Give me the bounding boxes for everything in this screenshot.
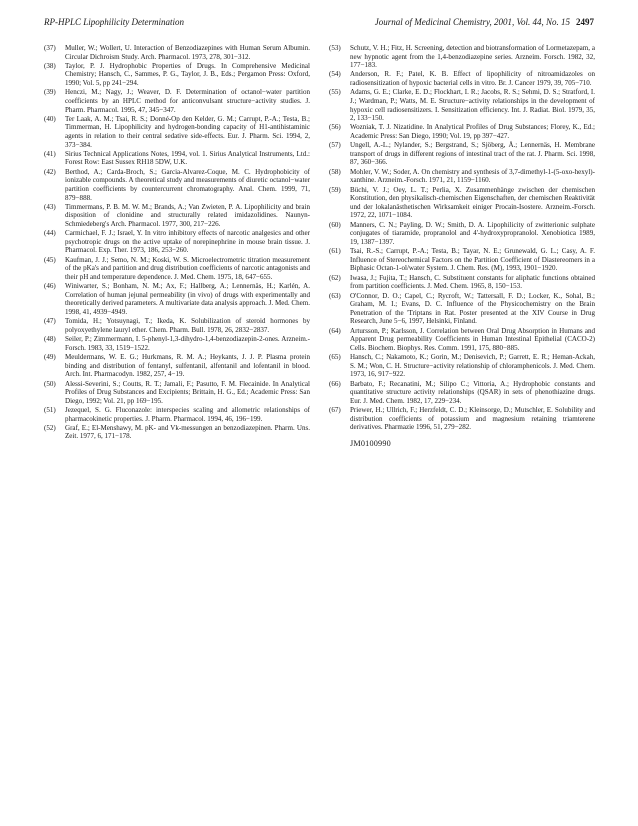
reference-item bbox=[44, 335, 310, 352]
reference-number: (38) bbox=[44, 61, 56, 70]
reference-number: (45) bbox=[44, 255, 56, 264]
reference-item bbox=[329, 292, 595, 326]
reference-item bbox=[329, 88, 595, 122]
reference-text: Alessi-Severini, S.; Coutts, R. T.; Jamali, F.; Pasutto, F. M. Flecainide. In Analytical Profiles of Drug Substances and Excipients; Brittain, H. G., Ed.; Academic Press: San Diego, 1992; Vol. 21, pp 169−195. bbox=[65, 379, 310, 405]
reference-text: Schutz, V. H.; Fitz, H. Screening, detection and biotransformation of Lormetazepam, a new hypnotic agent from the 1,4-benzodiazepine series. Arzneim. Forsch. 1982, 32, 177−183. bbox=[350, 44, 595, 70]
reference-text: Graf, E.; El-Menshawy, M. pK- and Vk-messungen an benzodiazepinen. Pharm. Uns. Zeit. 1977, 6, 171−178. bbox=[65, 423, 310, 441]
references-column-left bbox=[44, 44, 310, 442]
reference-item bbox=[329, 44, 595, 70]
reference-text: Meuldermans, W. E. G.; Hurkmans, R. M. A.; Heykants, J. J. P. Plasma protein binding and distribution of fentanyl, sulfentanil, alfentanil and lofentanil in blood. Arch. Int. Pharmacodyn. 1982, 257, 4−19. bbox=[65, 353, 310, 379]
reference-number: (42) bbox=[44, 167, 56, 176]
reference-text: Muller, W.; Wollert, U. Interaction of Benzodiazepines with Human Serum Albumin. Circular Dichroism Study. Arch. Pharmacol. 1973, 278, 301−312. bbox=[65, 44, 310, 61]
reference-number: (60) bbox=[329, 220, 341, 229]
reference-item bbox=[329, 186, 595, 220]
reference-item bbox=[44, 380, 310, 406]
reference-number: (48) bbox=[44, 335, 56, 344]
reference-number: (49) bbox=[44, 353, 56, 362]
reference-text: Ungell, A.-L.; Nylander, S.; Bergstrand, S.; Sjöberg, Å.; Lennernäs, H. Membrane transport of drugs in different regions of intestinal tract of the rat. J. Pharm. Sci. 1998, 87, 360−366. bbox=[350, 141, 595, 167]
reference-text: Hansch, C.; Nakamoto, K.; Gorin, M.; Denisevich, P.; Garrett, E. R.; Heman-Ackah, S. M.; Won, C. H. Structure−activity relationship of chloramphenicols. J. Med. Chem. 1973, 16, 917−922. bbox=[350, 353, 595, 379]
reference-item bbox=[44, 44, 310, 61]
reference-item bbox=[44, 150, 310, 167]
reference-text: O'Connor, D. O.; Capel, C.; Rycroft, W.; Tattersall, F. D.; Locker, K., Sohal, B.; Graham, M. I.; Evans, D. C. Influence of the Physicochemistry on the Brain Penetration of the 'Triptans in Rat. Poster presented at the XIV Course in Drug Research, June 5−6, 1997, Helsinki, Finland. bbox=[350, 291, 595, 326]
reference-number: (59) bbox=[329, 185, 341, 194]
reference-text: Tsai, R.-S.; Carrupt, P.-A.; Testa, B.; Tayar, N. E.; Grunewald, G. L.; Casy, A. F. Influence of Stereochemical Factors on the Partition Coefficient of Diastereomers in a Biphasic Octan-1-ol/water System. J. Chem. Res. (M), 1993, 1901−1920. bbox=[350, 247, 595, 273]
reference-number: (58) bbox=[329, 167, 341, 176]
reference-item bbox=[329, 168, 595, 185]
running-header bbox=[44, 17, 594, 29]
reference-number: (57) bbox=[329, 141, 341, 150]
reference-text: Sirius Technical Applications Notes, 1994, vol. 1. Sirius Analytical Instruments, Ltd.: Forest Row: East Sussex RH18 5DW, U.K. bbox=[65, 149, 310, 167]
reference-number: (47) bbox=[44, 317, 56, 326]
reference-item bbox=[44, 317, 310, 334]
reference-number: (64) bbox=[329, 326, 341, 335]
reference-item bbox=[329, 274, 595, 291]
reference-item bbox=[44, 115, 310, 149]
reference-text: Iwasa, J.; Fujita, T.; Hansch, C. Substituent constants for aliphatic functions obtained from partition coefficients. J. Med. Chem. 1965, 8, 150−153. bbox=[350, 273, 595, 291]
reference-item bbox=[329, 141, 595, 167]
reference-number: (67) bbox=[329, 405, 341, 414]
reference-text: Adams, G. E.; Clarke, E. D.; Flockhart, I. R.; Jacobs, R. S.; Sehmi, D. S.; Stratford, I. J.; Wardman, P.; Watts, M. E. Structure−activity relationships in the development of hypoxic cell radiosensitizers. I. Sensitization efficiency. Int. J. Radiat. Biol. 1979, 35, 2, 133−150. bbox=[350, 88, 595, 123]
page-number: 2497 bbox=[576, 17, 594, 27]
reference-number: (43) bbox=[44, 202, 56, 211]
references-column-right bbox=[329, 44, 595, 448]
reference-number: (44) bbox=[44, 229, 56, 238]
reference-number: (51) bbox=[44, 405, 56, 414]
reference-item bbox=[329, 221, 595, 247]
header-journal-info bbox=[375, 17, 594, 27]
reference-list-left bbox=[44, 44, 310, 441]
reference-item bbox=[44, 229, 310, 255]
reference-item bbox=[329, 327, 595, 353]
reference-item bbox=[329, 70, 595, 87]
reference-text: Carmichael, F. J.; Israel, Y. In vitro inhibitory effects of narcotic analgesics and other psychotropic drugs on the active uptake of norepinephrine in mouse brain tissue. J. Pharmacol. Exp. Ther. 1973, 186, 253−260. bbox=[65, 229, 310, 255]
reference-text: Manners, C. N.; Payling, D. W.; Smith, D. A. Lipophilicity of zwitterionic sulphate conjugates of tiaramide, propranolol and 4'-hydroxypropranolol. Xenobiotica 1989, 19, 1387−1397. bbox=[350, 220, 595, 246]
reference-number: (37) bbox=[44, 44, 56, 52]
reference-number: (46) bbox=[44, 282, 56, 291]
reference-item bbox=[44, 203, 310, 229]
reference-item bbox=[329, 380, 595, 406]
reference-item bbox=[44, 282, 310, 316]
reference-text: Priewer, H.; Ullrich, F.; Herzfeldt, C. D.; Kleinsorge, D.; Mutschler, E. Solubility and distribution coefficients of potassium and magnesium retaining triamterene derivatives. Pharmazie 1996, 51, 279−282. bbox=[350, 405, 595, 432]
reference-item bbox=[44, 406, 310, 423]
manuscript-code: JM0100990 bbox=[350, 438, 391, 448]
reference-number: (53) bbox=[329, 44, 341, 52]
reference-number: (63) bbox=[329, 291, 341, 300]
reference-number: (66) bbox=[329, 379, 341, 388]
reference-item bbox=[329, 406, 595, 432]
reference-number: (41) bbox=[44, 149, 56, 158]
reference-text: Wozniak, T. J. Nizatidine. In Analytical Profiles of Drug Substances; Florey, K., Ed.; Academic Press: San Diego, 1990; Vol. 19, pp 397−427. bbox=[350, 123, 595, 140]
reference-text: Taylor, P. J. Hydrophobic Properties of Drugs. In Comprehensive Medicinal Chemistry; Hansch, C., Sammes, P. G., Taylor, J. B., Eds.; Pergamon Press: Oxford, 1990; Vol. 5, pp 241−294. bbox=[65, 61, 310, 88]
reference-number: (39) bbox=[44, 88, 56, 97]
reference-item bbox=[44, 62, 310, 88]
reference-text: Anderson, R. F.; Patel, K. B. Effect of lipophilicity of nitroamidazoles on radiosensitization of hypoxic bacterial cells in vitro. Br. J. Cancer 1979, 39, 705−710. bbox=[350, 70, 595, 88]
reference-list-right bbox=[329, 44, 595, 432]
reference-number: (65) bbox=[329, 353, 341, 362]
reference-item bbox=[329, 353, 595, 379]
header-journal-citation: Journal of Medicinal Chemistry, 2001, Vol. 44, No. 15 bbox=[374, 17, 570, 27]
reference-number: (52) bbox=[44, 423, 56, 432]
reference-text: Büchi, V. J.; Oey, L. T.; Perlia, X. Zusammenhänge zwischen der chemischen Konstitution, den physikalisch-chemischen Eigenschaften, der chemischen Reaktivität und der lokalanästhetischen Wirksamkeit einiger Procain-Isostere. Arzneim.-Forsch. 1972, 22, 1071−1084. bbox=[350, 185, 595, 220]
reference-text: Timmermans, P. B. M. W. M.; Brands, A.; Van Zwieten, P. A. Lipophilicity and brain disposition of clonidine and structurally related imidazolidines. Naunyn-Schmiedeberg's Arch. Pharmacol. 1977, 300, 217−226. bbox=[65, 202, 310, 228]
reference-number: (56) bbox=[329, 123, 341, 132]
reference-text: Winiwarter, S.; Bonham, N. M.; Ax, F.; Hallberg, A.; Lennernäs, H.; Karlén, A. Correlation of human jejunal permeability (in vivo) of drugs with experimentally and theoretically derived parameters. A multivariate data analysis approach. J. Med. Chem. 1998, 41, 4939−4949. bbox=[65, 282, 310, 316]
reference-item bbox=[44, 353, 310, 379]
reference-number: (54) bbox=[329, 70, 341, 79]
reference-number: (40) bbox=[44, 114, 56, 123]
reference-text: Mohler, V. W.; Soder, A. On chemistry and synthesis of 3,7-dimethyl-1-(5-oxo-hexyl)-xanthine. Arzneim.-Forsch. 1971, 21, 1159−1160. bbox=[350, 167, 595, 185]
reference-item bbox=[44, 424, 310, 441]
reference-text: Berthod, A.; Carda-Broch, S.; Garcia-Alvarez-Coque, M. C. Hydrophobicity of ionizable compounds. A theoretical study and measurements of diuretic octanol−water partition coefficients by countercurrent chromatography. Anal. Chem. 1999, 71, 879−888. bbox=[65, 167, 310, 202]
reference-text: Seiler, P.; Zimmermann, I. 5-phenyl-1,3-dihydro-1,4-benzodiazepin-2-ones. Arzneim.-Forsch. 1983, 33, 1519−1522. bbox=[65, 335, 310, 352]
reference-text: Kaufman, J. J.; Semo, N. M.; Koski, W. S. Microelectrometric titration measurement of the pKa's and partition and drug distribution coefficients of narcotic antagonists and their pH and temperature dependence. J. Med. Chem. 1975, 18, 647−655. bbox=[65, 255, 310, 281]
reference-text: Henczi, M.; Nagy, J.; Weaver, D. F. Determination of octanol−water partition coefficients by an HPLC method for anticonvulsant structure−activity studies. J. Pharm. Pharmacol. 1995, 47, 345−347. bbox=[65, 88, 310, 114]
reference-item bbox=[44, 88, 310, 114]
reference-number: (55) bbox=[329, 88, 341, 97]
reference-item bbox=[329, 123, 595, 140]
reference-text: Ter Laak, A. M.; Tsai, R. S.; Donné-Op den Kelder, G. M.; Carrupt, P.-A.; Testa, B.; Timmerman, H. Lipophilicity and hydrogen-bonding capacity of H1-antihistaminic agents in relation to their central sedative side-effects. Eur. J. Pharm. Sci. 1994, 2, 373−384. bbox=[65, 114, 310, 149]
reference-number: (50) bbox=[44, 379, 56, 388]
reference-text: Artursson, P.; Karlsson, J. Correlation between Oral Drug Absorption in Humans and Apparent Drug permeability Coefficients in Human Intestinal Epithelial (CACO-2) Cells. Biochem. Biophys. Res. Comm. 1991, 175, 880−885. bbox=[350, 326, 595, 352]
reference-number: (62) bbox=[329, 273, 341, 282]
reference-text: Barbato, F.; Recanatini, M.; Silipo C.; Vittoria, A.; Hydrophobic constants and quantitative structure activity relationships (QSAR) in sets of phenothiazine drugs. Eur. J. Med. Chem. 1982, 17, 229−234. bbox=[350, 379, 595, 405]
reference-item bbox=[44, 256, 310, 282]
reference-text: Tomida, H.; Yotsuynagi, T.; Ikeda, K. Solubilization of steroid hormones by polyoxyethylene lauryl ether. Chem. Pharm. Bull. 1978, 26, 2832−2837. bbox=[65, 317, 310, 334]
reference-item bbox=[44, 168, 310, 202]
header-article-title: RP-HPLC Lipophilicity Determination bbox=[44, 17, 184, 27]
reference-text: Jezequel, S. G. Fluconazole: interspecies scaling and allometric relationships of pharmacokinetic properties. J. Pharm. Pharmacol. 1994, 46, 196−199. bbox=[65, 405, 310, 423]
reference-number: (61) bbox=[329, 247, 341, 256]
reference-item bbox=[329, 247, 595, 273]
